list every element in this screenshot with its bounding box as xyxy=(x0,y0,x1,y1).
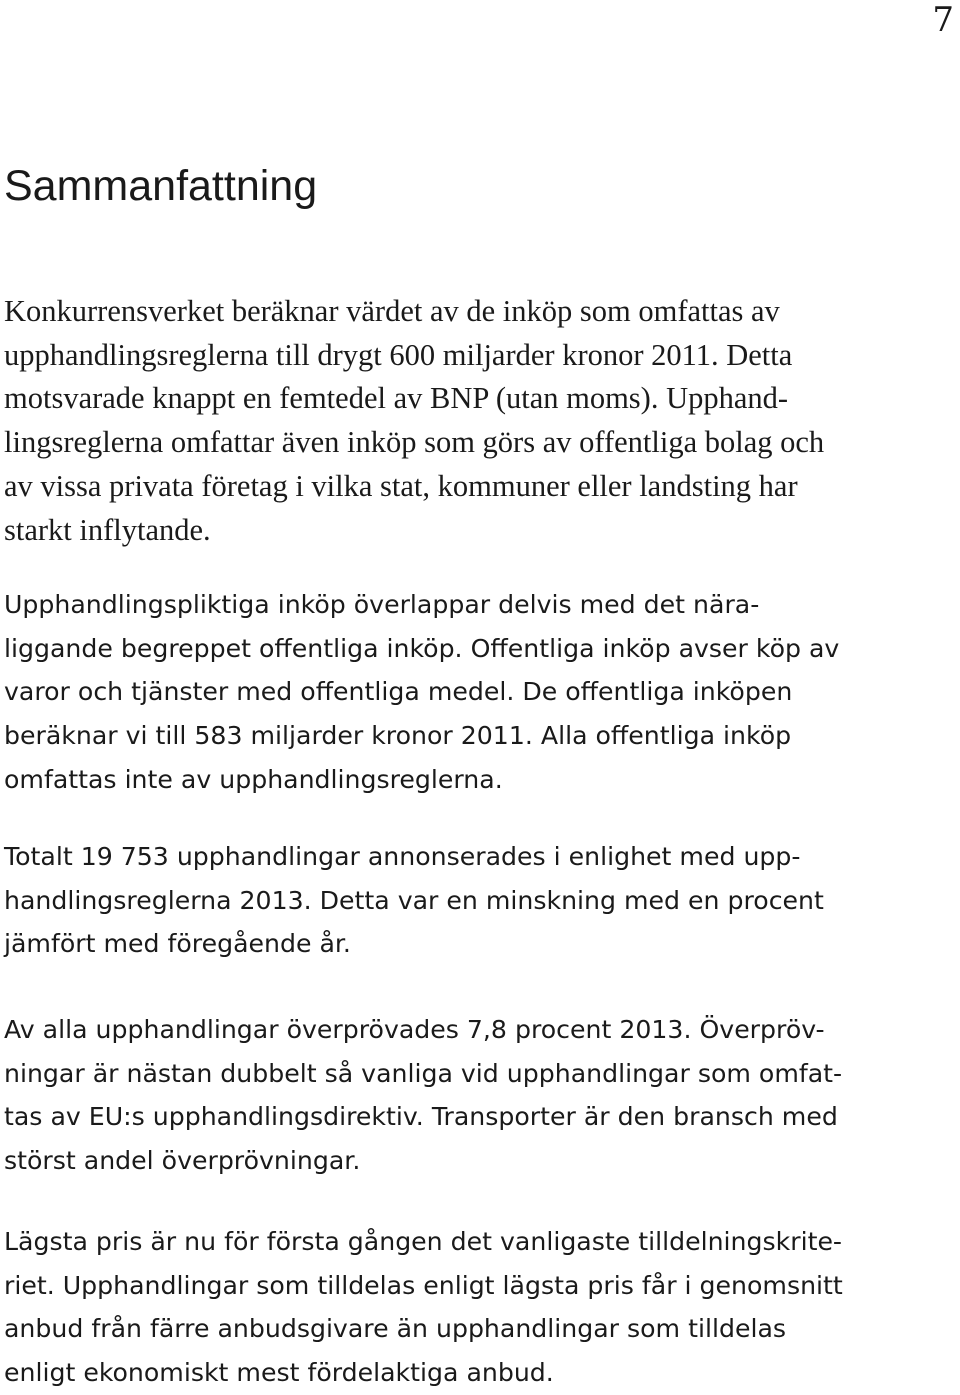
paragraph-1 xyxy=(4,290,824,552)
paragraph-4 xyxy=(4,1008,842,1183)
paragraph-line: varor och tjänster med offentliga medel. De offentliga inköpen xyxy=(4,677,793,707)
paragraph-line: beräknar vi till 583 miljarder kronor 2011. Alla offentliga inköp xyxy=(4,721,792,751)
paragraph-line: Konkurrensverket beräknar värdet av de inköp som omfattas av xyxy=(4,294,780,328)
paragraph-line: omfattas inte av upphandlingsreglerna. xyxy=(4,764,503,794)
paragraph-3 xyxy=(4,835,824,966)
paragraph-line: enligt ekonomiskt mest fördelaktiga anbud. xyxy=(4,1358,554,1388)
paragraph-line: handlingsreglerna 2013. Detta var en minskning med en procent xyxy=(4,885,824,915)
paragraph-line: Totalt 19 753 upphandlingar annonserades i enlighet med upp- xyxy=(4,842,801,871)
paragraph-line: Lägsta pris är nu för första gången det vanligaste tilldelningskrite- xyxy=(4,1227,843,1256)
paragraph-line: jämfört med föregående år. xyxy=(4,929,351,959)
paragraph-line: liggande begreppet offentliga inköp. Offentliga inköp avser köp av xyxy=(4,633,840,663)
paragraph-line: tas av EU:s upphandlingsdirektiv. Transporter är den bransch med xyxy=(4,1102,838,1132)
paragraph-line: riet. Upphandlingar som tilldelas enligt lägsta pris får i genomsnitt xyxy=(4,1270,843,1300)
page-title: Sammanfattning xyxy=(4,162,318,210)
paragraph-line: av vissa privata företag i vilka stat, kommuner eller landsting har xyxy=(4,468,798,503)
paragraph-2 xyxy=(4,583,839,802)
paragraph-line: starkt inflytande. xyxy=(4,512,211,547)
paragraph-line: anbud från färre anbudsgivare än upphandlingar som tilldelas xyxy=(4,1314,787,1344)
paragraph-line: Av alla upphandlingar överprövades 7,8 procent 2013. Överpröv- xyxy=(4,1015,825,1044)
paragraph-line: upphandlingsreglerna till drygt 600 miljarder kronor 2011. Detta xyxy=(4,337,793,372)
paragraph-line: ningar är nästan dubbelt så vanliga vid upphandlingar som omfat- xyxy=(4,1058,843,1088)
paragraph-5 xyxy=(4,1220,843,1395)
paragraph-line: motsvarade knappt en femtedel av BNP (utan moms). Upphand- xyxy=(4,381,789,416)
paragraph-line: Upphandlingspliktiga inköp överlappar delvis med det nära- xyxy=(4,590,760,619)
paragraph-line: lingsreglerna omfattar även inköp som görs av offentliga bolag och xyxy=(4,425,825,460)
page-number: 7 xyxy=(932,0,954,40)
paragraph-line: störst andel överprövningar. xyxy=(4,1146,361,1176)
